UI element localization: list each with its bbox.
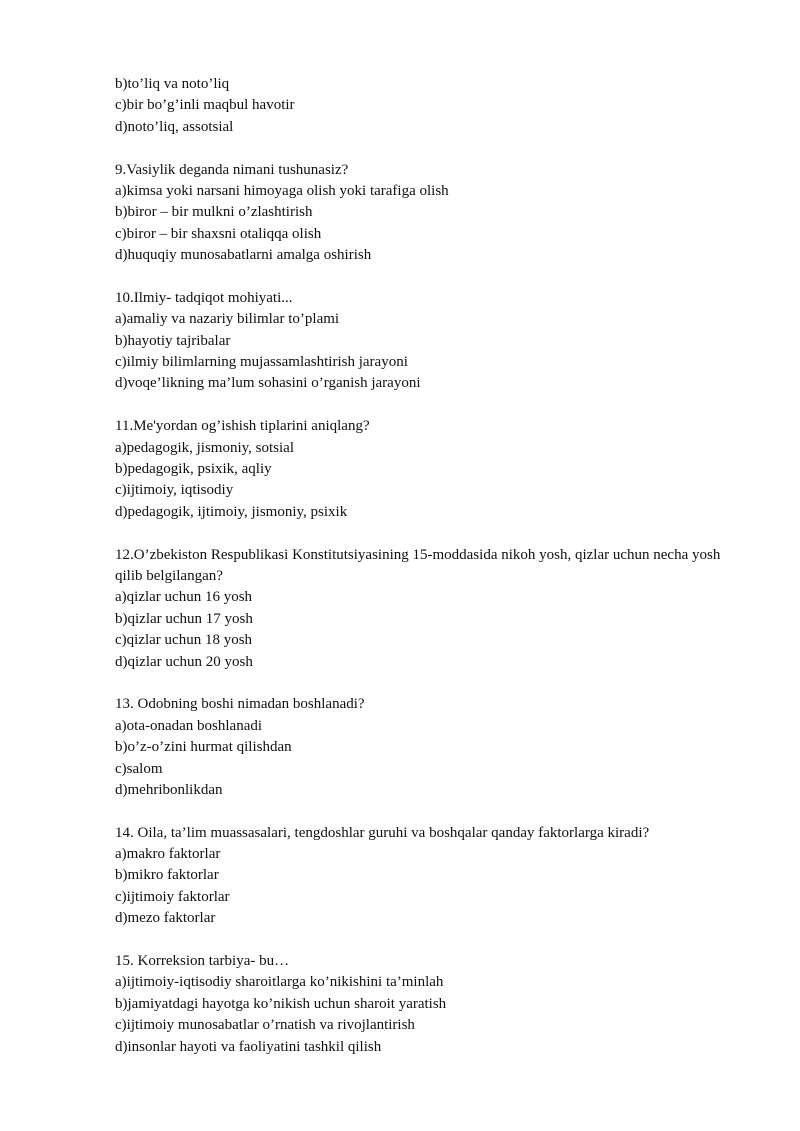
question-8-options-continued [115, 74, 745, 138]
answer-option: a)ijtimoiy-iqtisodiy sharoitlarga ko’nikishini ta’minlah [115, 974, 444, 991]
answer-option: a)amaliy va nazariy bilimlar to’plami [115, 311, 340, 328]
document-page [115, 74, 745, 1079]
question-title: 9.Vasiylik deganda nimani tushunasiz? [115, 161, 349, 178]
question-15 [115, 951, 745, 1058]
question-10 [115, 288, 745, 395]
question-title: 14. Oila, ta’lim muassasalari, tengdoshlar guruhi va boshqalar qanday faktorlarga kiradi? [115, 824, 650, 841]
question-11 [115, 416, 745, 523]
answer-option: a)kimsa yoki narsani himoyaga olish yoki tarafiga olish [115, 182, 449, 199]
answer-option: b)mikro faktorlar [115, 867, 219, 884]
answer-option: d)mezo faktorlar [115, 910, 216, 927]
answer-option: a)ota-onadan boshlanadi [115, 717, 263, 734]
answer-option: a)pedagogik, jismoniy, sotsial [115, 439, 295, 456]
answer-option: c)ijtimoiy faktorlar [115, 888, 230, 905]
answer-option: d)voqe’likning ma’lum sohasini o’rganish jarayoni [115, 375, 421, 392]
answer-option: b)to’liq va noto’liq [115, 76, 230, 92]
answer-option: c)ijtimoiy munosabatlar o’rnatish va rivojlantirish [115, 1017, 415, 1034]
question-9 [115, 160, 745, 267]
answer-option: d)pedagogik, ijtimoiy, jismoniy, psixik [115, 503, 348, 520]
answer-option: d)mehribonlikdan [115, 781, 223, 798]
question-title: 15. Korreksion tarbiya- bu… [115, 953, 290, 970]
answer-option: b)qizlar uchun 17 yosh [115, 610, 253, 627]
answer-option: d)qizlar uchun 20 yosh [115, 653, 253, 670]
answer-option: a)makro faktorlar [115, 846, 221, 863]
answer-option: b)jamiyatdagi hayotga ko’nikish uchun sharoit yaratish [115, 995, 447, 1012]
answer-option: b)pedagogik, psixik, aqliy [115, 461, 272, 478]
question-title: 11.Me'yordan og’ishish tiplarini aniqlang? [115, 418, 370, 435]
answer-option: c)qizlar uchun 18 yosh [115, 632, 253, 649]
answer-option: c)biror – bir shaxsni otaliqqa olish [115, 225, 322, 242]
question-title: 12.O’zbekiston Respublikasi Konstitutsiyasining 15-moddasida nikoh yosh, qizlar uchun necha yosh qilib belgilangan? [115, 546, 721, 584]
answer-option: c)salom [115, 760, 163, 777]
answer-option: c)bir bo’g’inli maqbul havotir [115, 97, 295, 114]
question-title: 13. Odobning boshi nimadan boshlanadi? [115, 696, 365, 713]
answer-option: b)o’z-o’zini hurmat qilishdan [115, 739, 292, 756]
answer-option: d)insonlar hayoti va faoliyatini tashkil qilish [115, 1038, 382, 1055]
answer-option: d)huquqiy munosabatlarni amalga oshirish [115, 247, 372, 264]
question-title: 10.Ilmiy- tadqiqot mohiyati... [115, 289, 293, 306]
answer-option: c)ilmiy bilimlarning mujassamlashtirish jarayoni [115, 354, 408, 371]
answer-option: d)noto’liq, assotsial [115, 118, 234, 135]
answer-option: c)ijtimoiy, iqtisodiy [115, 482, 234, 499]
answer-option: a)qizlar uchun 16 yosh [115, 589, 253, 606]
answer-option: b)hayotiy tajribalar [115, 332, 231, 349]
question-14 [115, 823, 745, 930]
answer-option: b)biror – bir mulkni o’zlashtirish [115, 204, 313, 221]
question-13 [115, 694, 745, 801]
question-12 [115, 545, 745, 673]
